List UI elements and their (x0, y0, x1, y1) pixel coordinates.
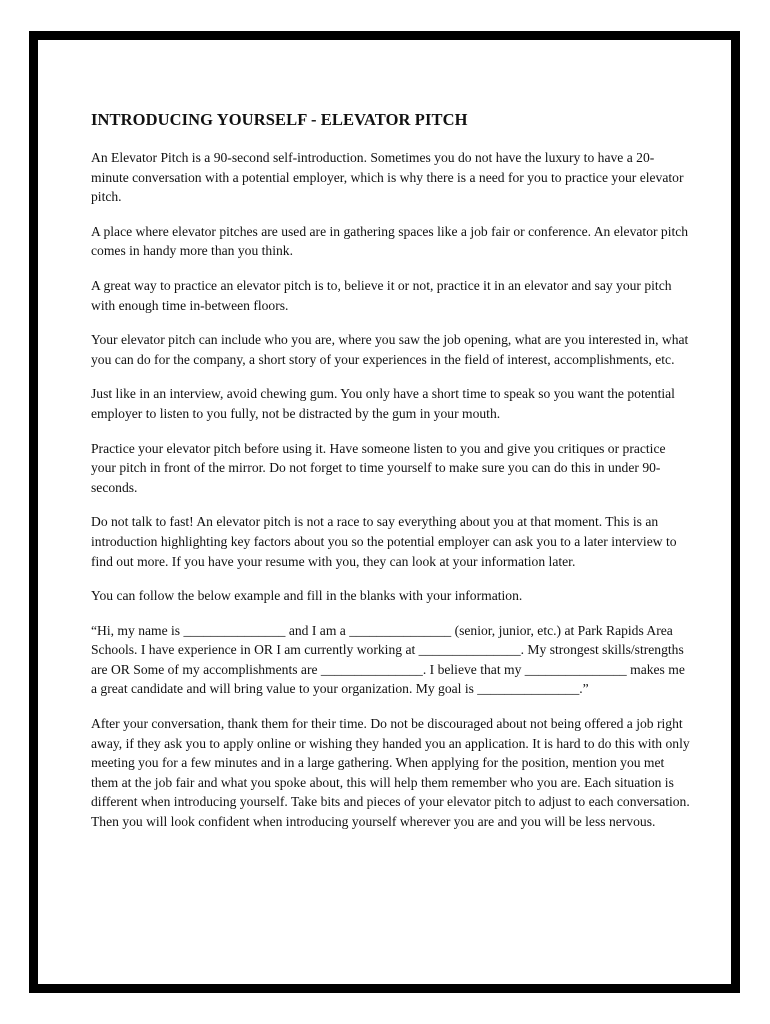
paragraph-practice-elevator: A great way to practice an elevator pitch is to, believe it or not, practice it in an elevator and say your pitch with enough time in-between floors. (91, 277, 672, 313)
paragraph-avoid-gum: Just like in an interview, avoid chewing gum. You only have a short time to speak so you want the potential employer to listen to you fully, not be distracted by the gum in your mouth. (91, 386, 675, 421)
paragraph-fill-in-template: “Hi, my name is _______________ and I am a _______________ (senior, junior, etc.) at Park Rapids Area Schools. I have experience in OR I am currently working at _______________. My strongest skills/strengths are OR Some of my accomplishments are _______________. I believe that my _______________ makes me a great candidate and will bring value to your organization. My goal is _______________.” (91, 622, 685, 697)
document-body (91, 110, 691, 847)
paragraph-what-to-include: Your elevator pitch can include who you are, where you saw the job opening, what are you interested in, what you can do for the company, a short story of your experiences in the field of interest, accomplishments, etc. (91, 332, 689, 367)
paragraph-where-used: A place where elevator pitches are used are in gathering spaces like a job fair or conference. An elevator pitch comes in handy more than you think. (91, 223, 689, 259)
paragraph-practice-first: Practice your elevator pitch before using it. Have someone listen to you and give you critiques or practice your pitch in front of the mirror. Do not forget to time yourself to make sure you can do this in under 90-seconds. (91, 440, 666, 495)
paragraph-follow-example: You can follow the below example and fill in the blanks with your information. (91, 588, 523, 604)
paragraph-do-not-rush: Do not talk to fast! An elevator pitch is not a race to say everything about you at that moment. This is an introduction highlighting key factors about you so the potential employer can ask you to a later interview to find out more. If you have your resume with you, they can look at your information later. (91, 514, 677, 569)
paragraph-definition: An Elevator Pitch is a 90-second self-introduction. Sometimes you do not have the luxury to have a 20-minute conversation with a potential employer, which is why there is a need for you to practice your elevator pitch. (91, 150, 684, 205)
paragraph-after-conversation: After your conversation, thank them for their time. Do not be discouraged about not being offered a job right away, if they ask you to apply online or wishing they handed you an application. It is hard to do this with only meeting you for a few minutes and in a large gathering. When applying for the position, mention you met them at the job fair and what you spoke about, this will help them remember who you are. Each situation is different when introducing yourself. Take bits and pieces of your elevator pitch to adjust to each conversation. Then you will look confident when introducing yourself wherever you are and you will be less nervous. (91, 716, 690, 830)
page-title: INTRODUCING YOURSELF - ELEVATOR PITCH (91, 110, 468, 129)
